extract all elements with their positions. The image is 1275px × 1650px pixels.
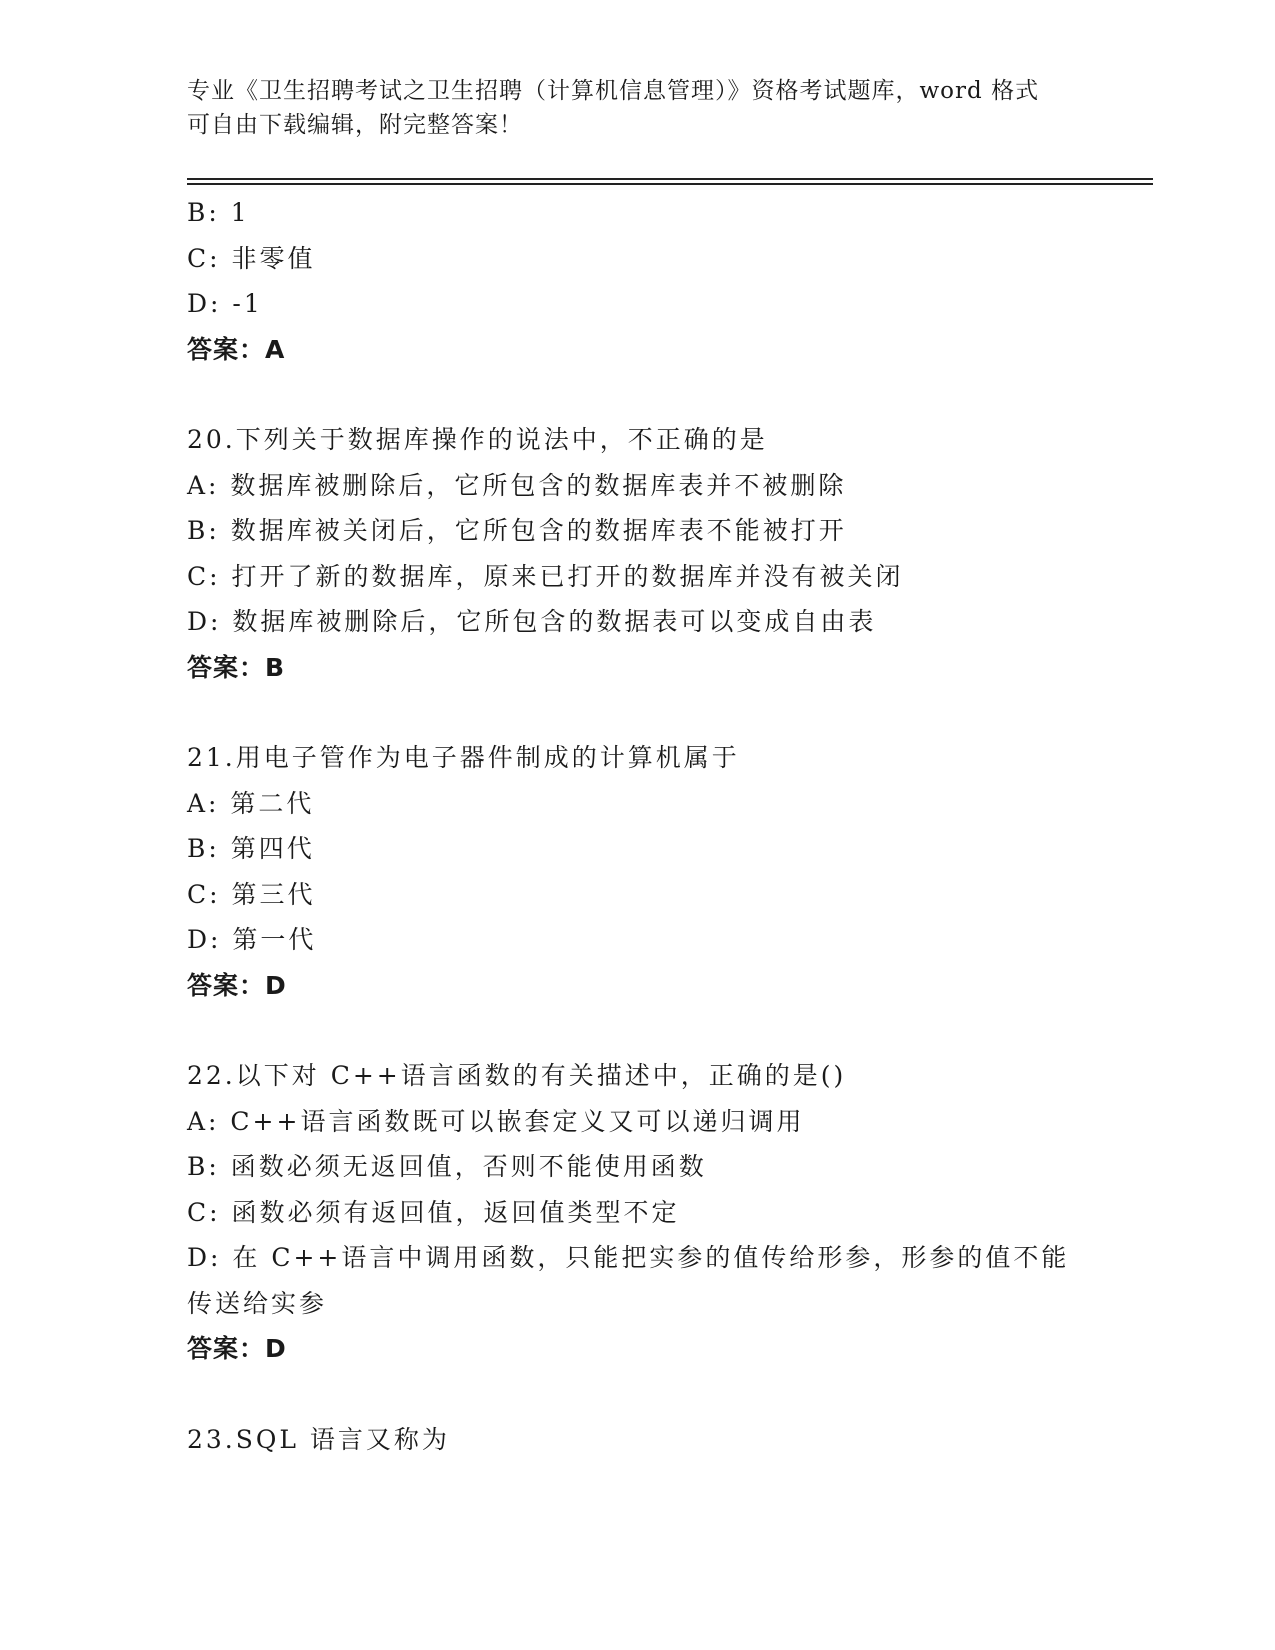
header-rule-top (187, 178, 1153, 180)
option-b: B: 1 (187, 198, 250, 227)
option-d: D: 在 C++语言中调用函数，只能把实参的值传给形参，形参的值不能 (187, 1243, 1070, 1272)
option-a: A: 数据库被删除后，它所包含的数据库表并不被删除 (187, 470, 847, 500)
option-d: D: -1 (187, 289, 263, 318)
option-c: C: 非零值 (187, 243, 316, 273)
option-a: A: 第二代 (187, 788, 315, 818)
option-d: D: 第一代 (187, 925, 317, 954)
option-d: D: 数据库被删除后，它所包含的数据表可以变成自由表 (187, 607, 877, 636)
option-c: C: 打开了新的数据库，原来已打开的数据库并没有被关闭 (187, 561, 904, 591)
option-c: C: 第三代 (187, 879, 316, 909)
question-21: 21.用电子管作为电子器件制成的计算机属于 (187, 743, 740, 772)
answer-line: 答案：D (187, 970, 287, 1000)
header-line-2: 可自由下载编辑，附完整答案！ (187, 112, 523, 138)
option-b: B: 数据库被关闭后，它所包含的数据库表不能被打开 (187, 516, 847, 545)
answer-line: 答案：D (187, 1334, 287, 1363)
option-d-continuation: 传送给实参 (187, 1288, 328, 1318)
header-line-1: 专业《卫生招聘考试之卫生招聘（计算机信息管理）》资格考试题库，word 格式 (187, 78, 1040, 104)
option-c: C: 函数必须有返回值，返回值类型不定 (187, 1197, 680, 1227)
answer-line: 答案：B (187, 652, 286, 682)
question-20: 20.下列关于数据库操作的说法中，不正确的是 (187, 425, 768, 454)
question-23: 23.SQL 语言又称为 (187, 1424, 450, 1454)
option-b: B: 函数必须无返回值，否则不能使用函数 (187, 1152, 707, 1181)
question-22: 22.以下对 C++语言函数的有关描述中，正确的是() (187, 1061, 847, 1090)
answer-line: 答案：A (187, 334, 286, 364)
header-rule-bottom (187, 183, 1153, 185)
option-a: A: C++语言函数既可以嵌套定义又可以递归调用 (187, 1106, 805, 1136)
document-header (187, 74, 1087, 142)
question-list (187, 190, 1087, 1462)
option-b: B: 第四代 (187, 834, 315, 863)
